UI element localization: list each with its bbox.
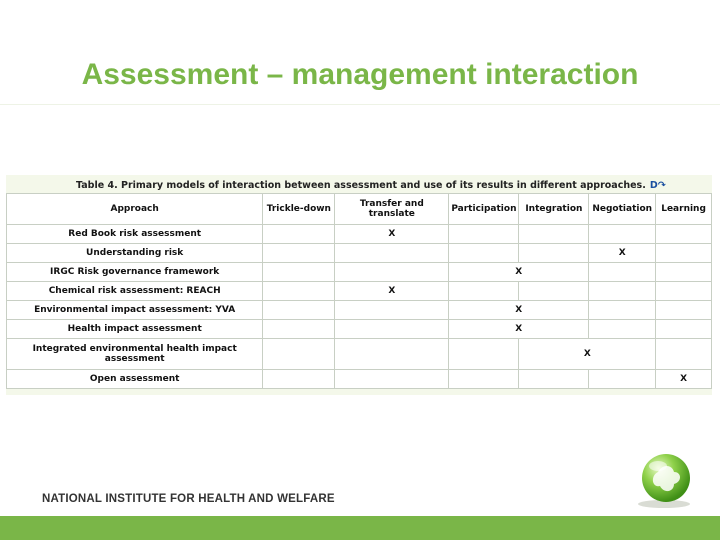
cell [656,244,712,263]
cell [335,339,449,370]
cell [449,370,519,389]
header-participation: Participation [449,194,519,225]
header-negotiation: Negotiation [589,194,656,225]
cell [335,370,449,389]
institute-logo-icon [628,452,698,510]
cell [656,263,712,282]
cell [589,225,656,244]
row-mark: X [449,301,589,320]
row-mark: X [449,263,589,282]
cell [656,339,712,370]
row-mark: X [519,339,656,370]
header-integration: Integration [519,194,589,225]
header-learning: Learning [656,194,712,225]
table-row [7,244,712,263]
cell [589,301,656,320]
cell [263,225,335,244]
row-approach: IRGC Risk governance framework [7,263,263,282]
table-row [7,301,712,320]
cell [589,282,656,301]
cell [449,339,519,370]
cell [519,282,589,301]
cell [519,370,589,389]
cell [449,244,519,263]
cell [519,225,589,244]
cell [335,320,449,339]
table-row [7,282,712,301]
caption-link[interactable]: D↷ [649,180,666,191]
row-approach: Understanding risk [7,244,263,263]
row-approach: Open assessment [7,370,263,389]
table-caption [76,180,666,191]
table-row [7,263,712,282]
cell [589,320,656,339]
cell [263,282,335,301]
table-row [7,320,712,339]
cell [263,370,335,389]
row-mark: X [335,282,449,301]
cell [656,320,712,339]
header-trickle-down: Trickle-down [263,194,335,225]
institute-name: NATIONAL INSTITUTE FOR HEALTH AND WELFARE [42,493,335,505]
cell [449,225,519,244]
row-approach: Health impact assessment [7,320,263,339]
cell [656,301,712,320]
cell [263,339,335,370]
row-mark: X [589,244,656,263]
row-mark: X [449,320,589,339]
cell [449,282,519,301]
cell [335,244,449,263]
table-row [7,339,712,370]
row-approach: Chemical risk assessment: REACH [7,282,263,301]
slide-title: Assessment – management interaction [81,58,639,91]
header-approach: Approach [7,194,263,225]
header-transfer: Transfer and translate [335,194,449,225]
cell [656,225,712,244]
row-approach: Integrated environmental health impact assessment [7,339,263,370]
cell [589,370,656,389]
row-mark: X [335,225,449,244]
table-header-row [7,194,712,225]
title-divider [0,104,720,105]
interaction-models-table [6,193,712,389]
table-row [7,370,712,389]
cell [335,263,449,282]
cell [263,320,335,339]
row-approach: Red Book risk assessment [7,225,263,244]
table-caption-text: Table 4. Primary models of interaction between assessment and use of its results in different approaches. [76,180,646,191]
cell [263,301,335,320]
cell [263,263,335,282]
cell [656,282,712,301]
cell [335,301,449,320]
footer-bar [0,516,720,540]
table-figure [6,175,712,395]
cell [263,244,335,263]
row-approach: Environmental impact assessment: YVA [7,301,263,320]
cell [589,263,656,282]
cell [519,244,589,263]
row-mark: X [656,370,712,389]
table-row [7,225,712,244]
